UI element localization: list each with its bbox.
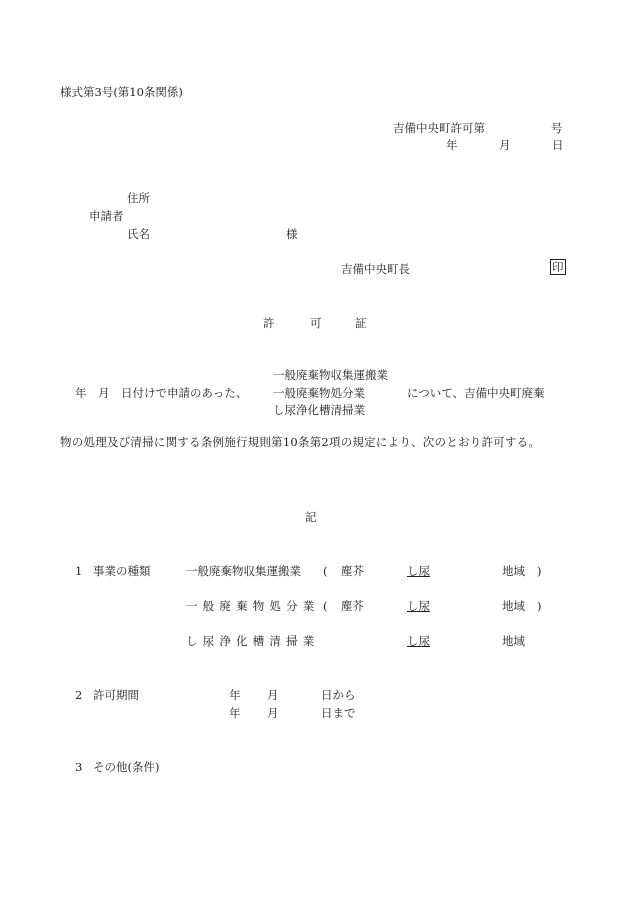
address-label: 住所 [127, 191, 150, 205]
row2-paren-open: ( [323, 599, 328, 613]
permit-number-prefix: 吉備中央町許可第 [393, 121, 485, 135]
permit-number-suffix: 号 [551, 121, 563, 135]
seal-mark: 印 [552, 260, 564, 274]
row3-type: し尿 [407, 634, 430, 648]
item1-label: 事業の種類 [93, 564, 151, 578]
item1-number: 1 [75, 564, 83, 578]
title-char-2: 可 [310, 316, 322, 330]
intro-continuation: 物の処理及び清掃に関する条例施行規則第10条第2項の規定により、次のとおり許可する。 [60, 435, 541, 449]
period-from-year: 年 [229, 688, 241, 702]
row2-business: 一般廃棄物処分業 [186, 599, 320, 613]
intro-suffix: について、吉備中央町廃棄 [407, 386, 545, 400]
period-to-month: 月 [267, 706, 279, 720]
item3-label: その他(条件) [93, 760, 160, 774]
date-day: 日 [552, 138, 564, 152]
option-collection-transport: 一般廃棄物収集運搬業 [273, 368, 388, 382]
row1-paren-open: ( [323, 564, 328, 578]
intro-date-prefix: 年 月 日付けで申請のあった、 [75, 386, 248, 400]
row2-waste: 塵芥 [341, 599, 364, 613]
row1-waste: 塵芥 [341, 564, 364, 578]
row1-area-field [407, 564, 525, 578]
item2-label: 許可期間 [93, 688, 139, 702]
row1-paren-close: ) [537, 564, 542, 578]
ki-mark: 記 [305, 510, 317, 524]
option-septic-cleaning: し尿浄化槽清掃業 [273, 403, 365, 417]
title-char-1: 許 [263, 316, 275, 330]
period-from-month: 月 [267, 688, 279, 702]
row2-type: し尿 [407, 599, 430, 613]
row3-area: 地域 [502, 634, 525, 648]
row1-type: し尿 [407, 564, 430, 578]
date-year: 年 [446, 138, 458, 152]
period-from-day: 日から [321, 688, 356, 702]
item3-number: 3 [75, 760, 83, 774]
form-label: 様式第3号(第10条関係) [60, 85, 183, 99]
period-to-day: 日まで [321, 706, 356, 720]
row3-area-field [407, 634, 525, 648]
date-month: 月 [499, 138, 511, 152]
name-label: 氏名 [127, 227, 150, 241]
row1-area: 地域 [502, 564, 525, 578]
row2-area: 地域 [502, 599, 525, 613]
row3-business: し尿浄化槽清掃業 [186, 634, 320, 648]
row2-paren-close: ) [537, 599, 542, 613]
option-disposal: 一般廃棄物処分業 [273, 386, 365, 400]
row1-business: 一般廃棄物収集運搬業 [186, 564, 301, 578]
row2-area-field [407, 599, 525, 613]
applicant-label: 申請者 [89, 209, 124, 223]
title-char-3: 証 [355, 316, 367, 330]
period-to-year: 年 [229, 706, 241, 720]
honorific: 様 [286, 227, 298, 241]
item2-number: 2 [75, 688, 83, 702]
issuer-title: 吉備中央町長 [341, 262, 410, 276]
